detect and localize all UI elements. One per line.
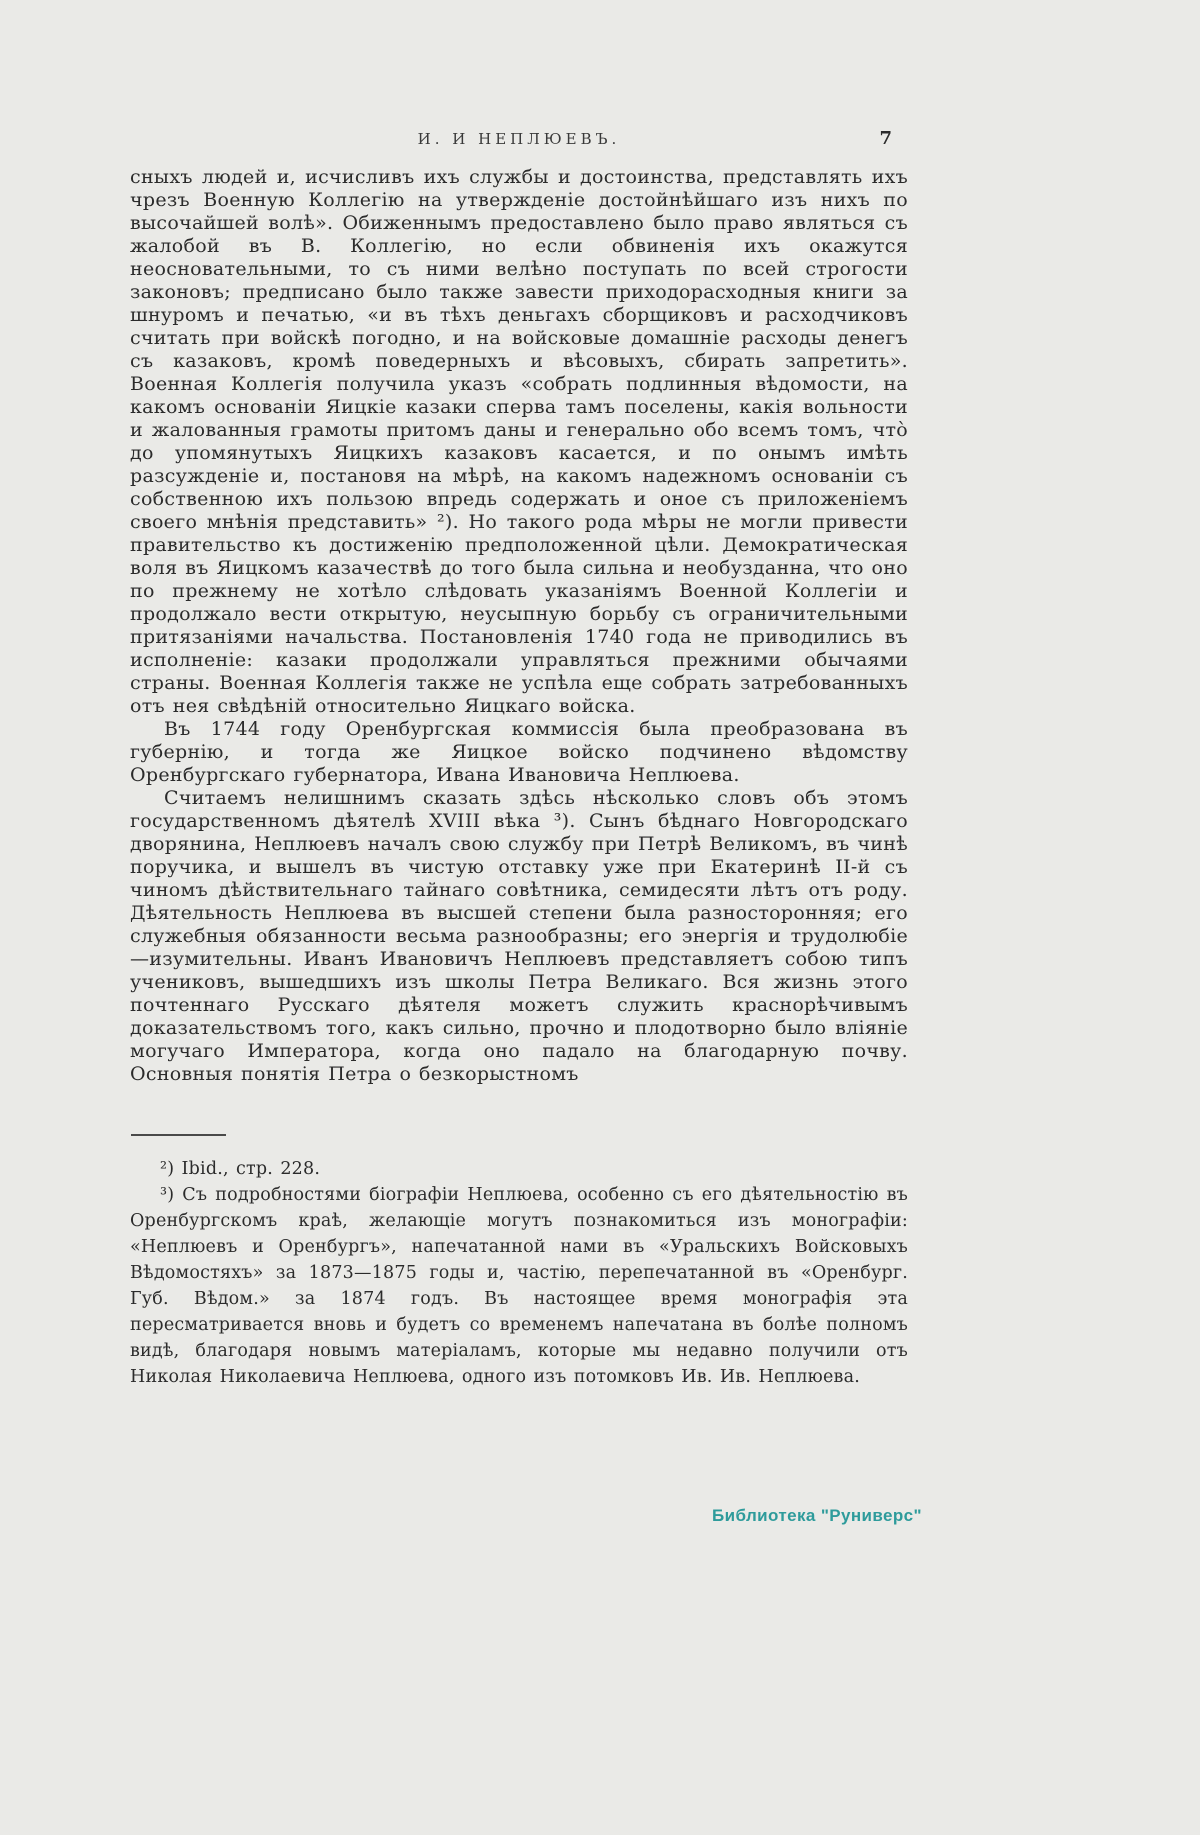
running-title: И. И НЕПЛЮЕВЪ. bbox=[417, 130, 621, 148]
body-text bbox=[130, 166, 908, 1086]
paragraph: Считаемъ нелишнимъ сказать здѣсь нѣсколько словъ объ этомъ государственномъ дѣятелѣ XVIII вѣка ³). Сынъ бѣднаго Новгородскаго дворянина, Неплюевъ началъ свою службу при Петрѣ Великомъ, въ чинѣ поручика, и вышелъ въ чистую отставку уже при Екатеринѣ II-й съ чиномъ дѣйствительнаго тайнаго совѣтника, семидесяти лѣтъ отъ роду. Дѣятельность Неплюева въ высшей степени была разносторонняя; его служебныя обязанности весьма разнообразны; его энергія и трудолюбіе—изумительны. Иванъ Ивановичъ Неплюевъ представляетъ собою типъ учениковъ, вышедшихъ изъ школы Петра Великаго. Вся жизнь этого почтеннаго Русскаго дѣятеля можетъ служить краснорѣчивымъ доказательствомъ того, какъ сильно, прочно и плодотворно было вліяніе могучаго Императора, когда оно падало на благодарную почву. Основныя понятія Петра о безкорыстномъ bbox=[130, 787, 908, 1085]
paragraph: Въ 1744 году Оренбургская коммиссія была преобразована въ губернію, и тогда же Яицкое войско подчинено вѣдомству Оренбургскаго губернатора, Ивана Ивановича Неплюева. bbox=[130, 718, 908, 786]
page-header bbox=[130, 130, 908, 154]
page-number: 7 bbox=[879, 128, 892, 149]
library-watermark: Библиотека "Руниверс" bbox=[712, 1506, 922, 1525]
paragraph-continuation: сныхъ людей и, исчисливъ ихъ службы и достоинства, представлять ихъ чрезъ Военную Коллегію на утвержденіе достойнѣйшаго изъ нихъ по высочайшей волѣ». Обиженнымъ предоставлено было право являться съ жалобой въ В. Коллегію, но если обвиненія ихъ окажутся неосновательными, то съ ними велѣно поступать по всей строгости законовъ; предписано было также завести приходорасходныя книги за шнуромъ и печатью, «и въ тѣхъ деньгахъ сборщиковъ и расходчиковъ считать при войскѣ погодно, и на войсковые домашніе расходы денегъ съ казаковъ, кромѣ поведерныхъ и вѣсовыхъ, сбирать запретить». Военная Коллегія получила указъ «собрать подлинныя вѣдомости, на какомъ основаніи Яицкіе казаки сперва тамъ поселены, какія вольности и жалованныя грамоты притомъ даны и генерально обо всемъ томъ, что̀ до упомянутыхъ Яицкихъ казаковъ касается, и по онымъ имѣть разсужденіе и, постановя на мѣрѣ, на какомъ надежномъ основаніи съ собственною ихъ пользою впредь содержать и оное съ приложеніемъ своего мнѣнія представить» ²). Но такого рода мѣры не могли привести правительство къ достиженію предположенной цѣли. Демократическая воля въ Яицкомъ казачествѣ до того была сильна и необузданна, что оно по прежнему не хотѣло слѣдовать указаніямъ Военной Коллегіи и продолжало вести открытую, неусыпную борьбу съ ограничительными притязаніями начальства. Постановленія 1740 года не приводились въ исполненіе: казаки продолжали управляться прежними обычаями страны. Военная Коллегія также не успѣла еще собрать затребованныхъ отъ нея свѣдѣній относительно Яицкаго войска. bbox=[130, 166, 908, 717]
footnotes-block bbox=[130, 1156, 908, 1390]
footnote: ²) Ibid., стр. 228. bbox=[160, 1159, 321, 1179]
footnote-separator-rule bbox=[131, 1134, 226, 1136]
footnote: ³) Съ подробностями біографіи Неплюева, особенно съ его дѣятельностію въ Оренбургскомъ краѣ, желающіе могутъ познакомиться изъ монографіи: «Неплюевъ и Оренбургъ», напечатанной нами въ «Уральскихъ Войсковыхъ Вѣдомостяхъ» за 1873—1875 годы и, частію, перепечатанной въ «Оренбург. Губ. Вѣдом.» за 1874 годъ. Въ настоящее время монографія эта пересматривается вновь и будетъ со временемъ напечатана въ болѣе полномъ видѣ, благодаря новымъ матеріаламъ, которые мы недавно получили отъ Николая Николаевича Неплюева, одного изъ потомковъ Ив. Ив. Неплюева. bbox=[130, 1185, 908, 1387]
